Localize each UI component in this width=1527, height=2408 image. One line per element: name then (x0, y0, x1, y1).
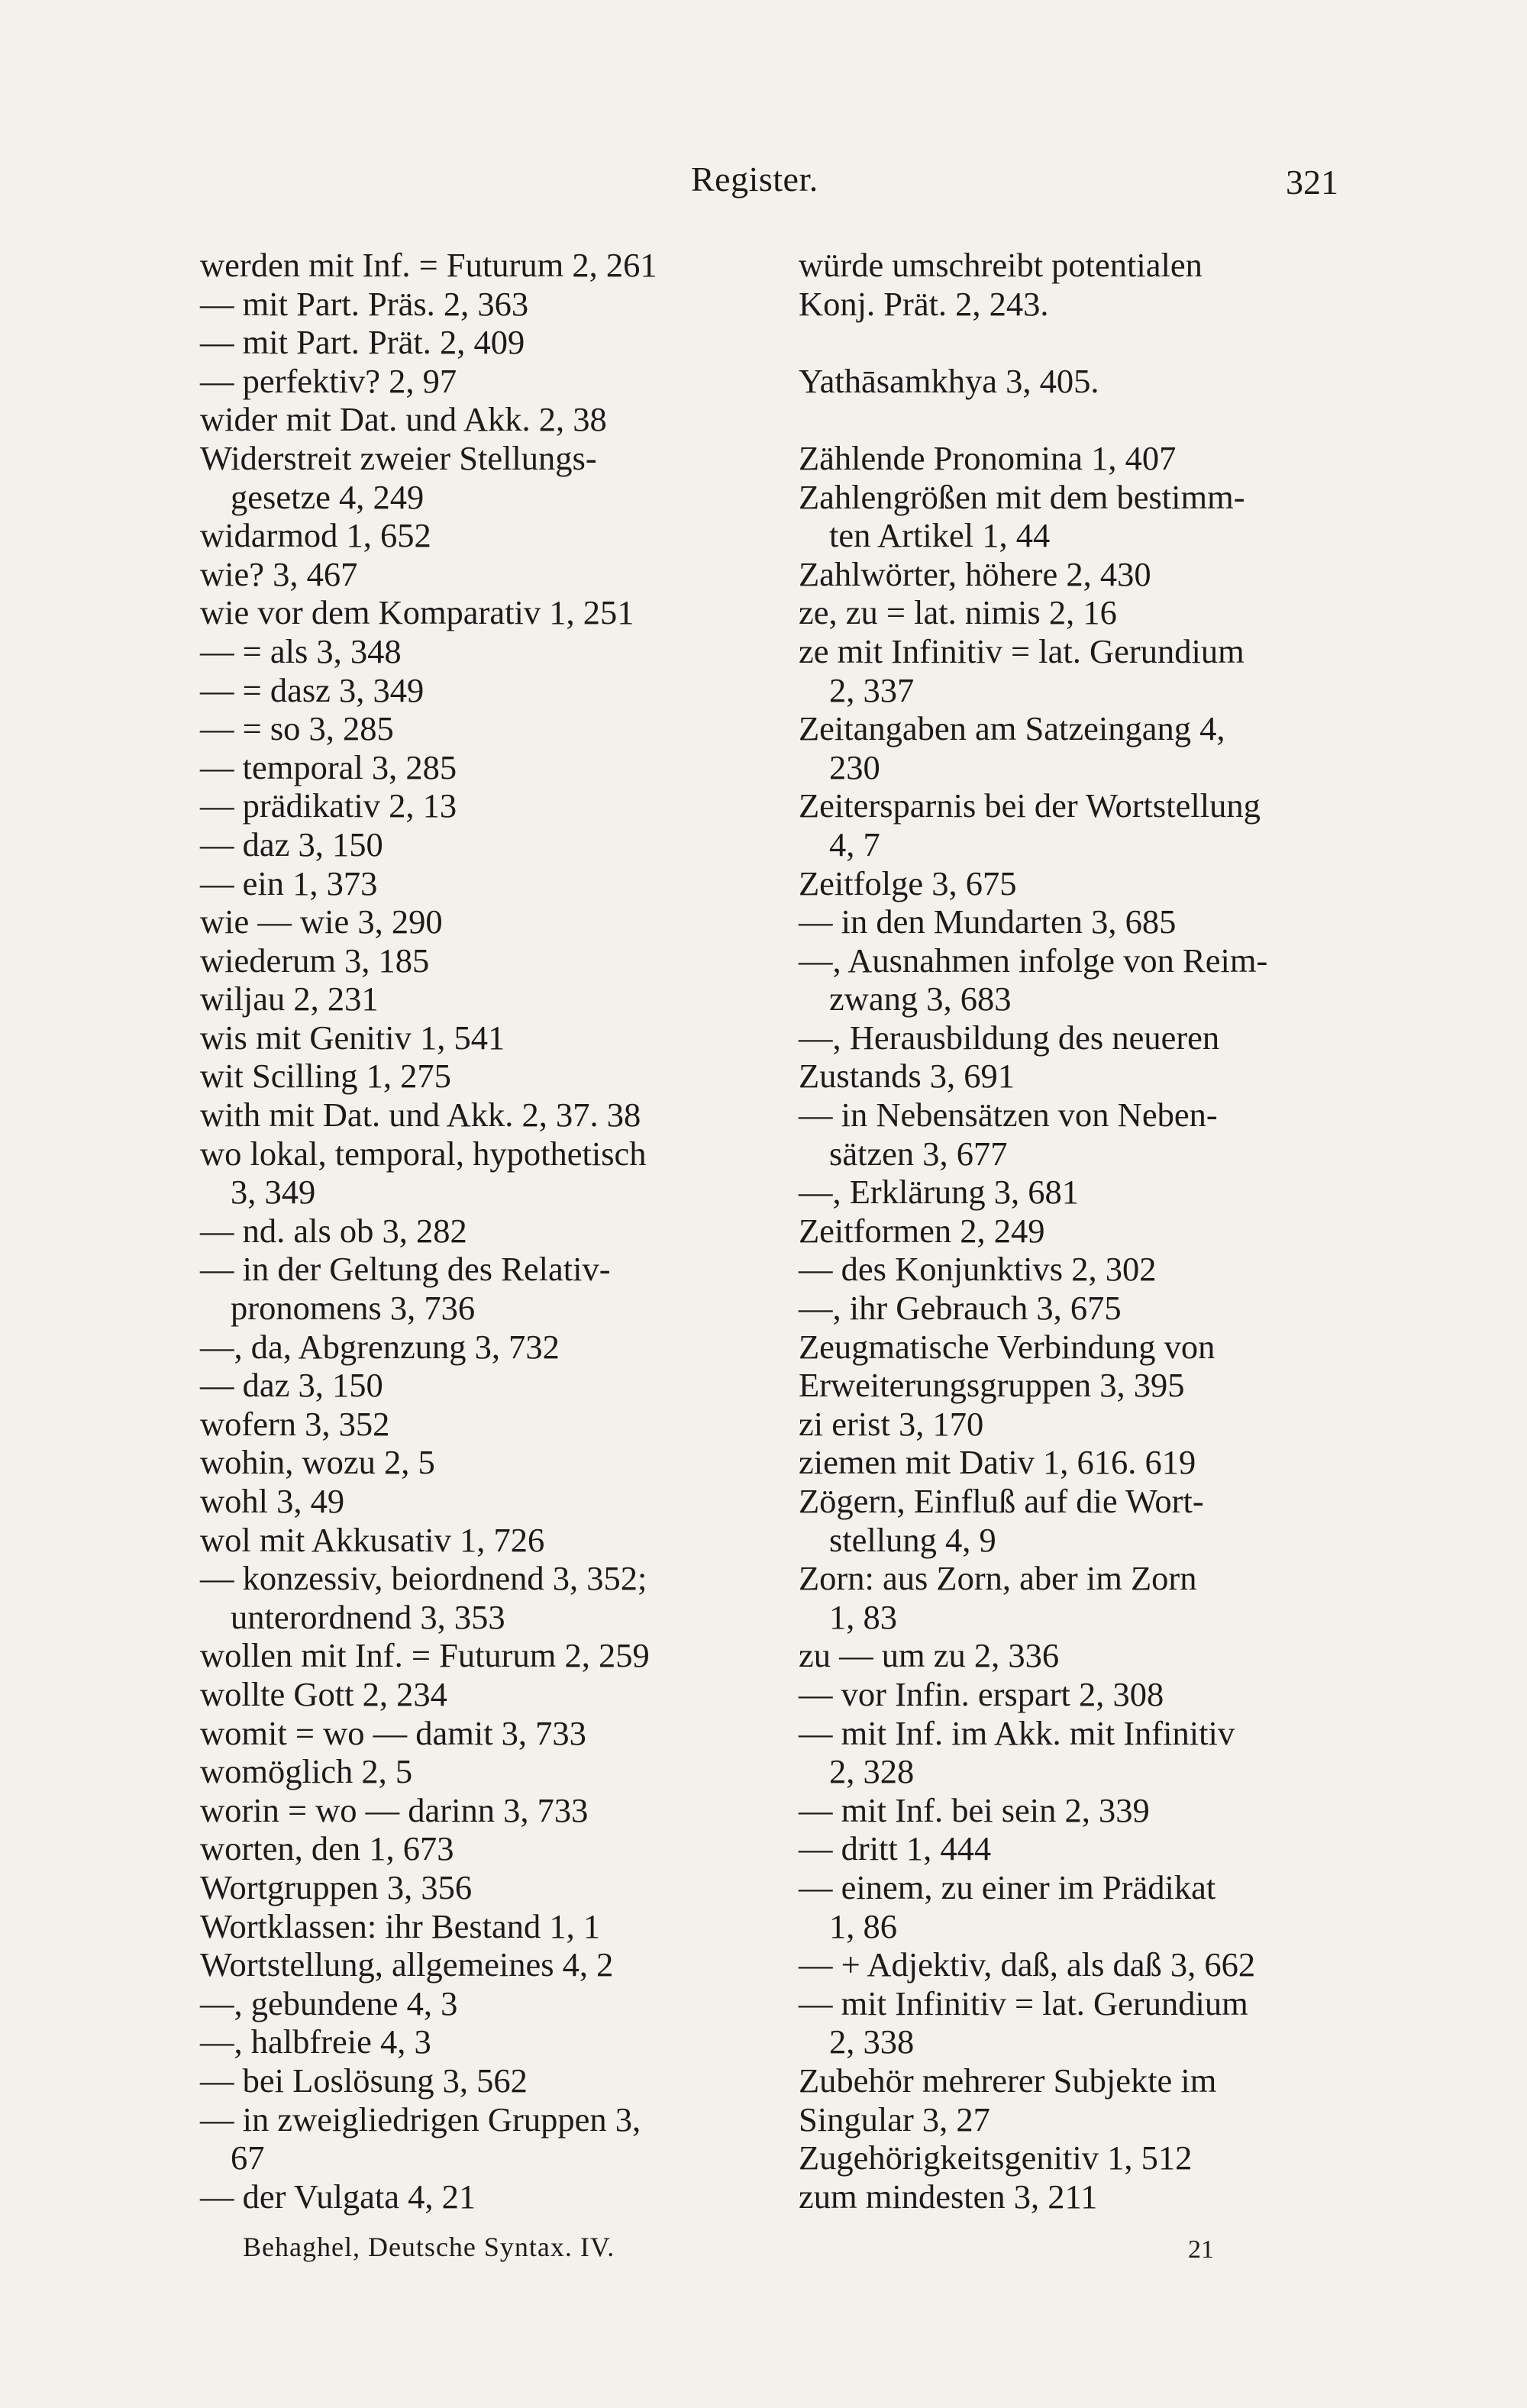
index-line: sätzen 3, 677 (829, 1134, 1008, 1173)
index-line: Konj. Prät. 2, 243. (799, 284, 1049, 323)
index-line: ten Artikel 1, 44 (829, 516, 1051, 555)
index-line: wollte Gott 2, 234 (200, 1674, 447, 1713)
index-line: —, Erklärung 3, 681 (799, 1173, 1080, 1212)
index-line: ziemen mit Dativ 1, 616. 619 (799, 1443, 1196, 1482)
index-line: — daz 3, 150 (200, 1366, 383, 1405)
index-line: wiederum 3, 185 (200, 941, 430, 980)
index-line: zu — um zu 2, 336 (799, 1636, 1060, 1675)
index-line: —, da, Abgrenzung 3, 732 (200, 1327, 560, 1366)
index-line: wiljau 2, 231 (200, 980, 379, 1018)
index-line: wis mit Genitiv 1, 541 (200, 1018, 505, 1057)
index-column-right (799, 246, 1348, 2216)
index-line: wofern 3, 352 (200, 1404, 390, 1443)
index-line: 4, 7 (829, 825, 880, 863)
index-line: gesetze 4, 249 (231, 477, 425, 516)
index-line: — in zweigliedrigen Gruppen 3, (200, 2100, 641, 2138)
index-line: — in der Geltung des Relativ- (200, 1250, 611, 1289)
index-line: — temporal 3, 285 (200, 747, 457, 786)
index-line: — prädikativ 2, 13 (200, 786, 457, 825)
index-line: — des Konjunktivs 2, 302 (799, 1250, 1157, 1289)
index-line: worin = wo — darinn 3, 733 (200, 1790, 589, 1829)
index-line: — = so 3, 285 (200, 709, 394, 748)
index-line: Zeitersparnis bei der Wortstellung (799, 786, 1261, 825)
index-line: —, Herausbildung des neueren (799, 1018, 1220, 1057)
index-line: — in den Mundarten 3, 685 (799, 902, 1177, 941)
index-line: — konzessiv, beiordnend 3, 352; (200, 1559, 647, 1598)
index-line: Zorn: aus Zorn, aber im Zorn (799, 1559, 1197, 1598)
index-line: stellung 4, 9 (829, 1520, 996, 1559)
index-line: Zeitformen 2, 249 (799, 1211, 1045, 1250)
index-line: Singular 3, 27 (799, 2100, 990, 2138)
index-line: 3, 349 (231, 1173, 316, 1212)
index-line: — mit Infinitiv = lat. Gerundium (799, 1984, 1248, 2022)
index-line: — dritt 1, 444 (799, 1829, 992, 1868)
index-line: 1, 83 (829, 1597, 897, 1636)
index-line: wit Scilling 1, 275 (200, 1057, 451, 1096)
index-line: zwang 3, 683 (829, 980, 1012, 1018)
index-line: — einem, zu einer im Prädikat (799, 1867, 1216, 1906)
running-head: Register. (691, 160, 818, 199)
index-line: ze mit Infinitiv = lat. Gerundium (799, 631, 1245, 670)
index-line: Zahlwörter, höhere 2, 430 (799, 554, 1151, 593)
index-line: zum mindesten 3, 211 (799, 2177, 1098, 2216)
index-line: widarmod 1, 652 (200, 516, 431, 555)
index-line: 230 (829, 747, 880, 786)
index-line: Zeitangaben am Satzeingang 4, (799, 709, 1225, 748)
index-line: wie — wie 3, 290 (200, 902, 443, 941)
index-line: Zeugmatische Verbindung von (799, 1327, 1215, 1366)
index-line: — mit Inf. bei sein 2, 339 (799, 1790, 1150, 1829)
index-line: Wortklassen: ihr Bestand 1, 1 (200, 1906, 601, 1945)
index-line: Zahlengrößen mit dem bestimm- (799, 477, 1245, 516)
index-line: Wortstellung, allgemeines 4, 2 (200, 1945, 614, 1984)
index-line: — + Adjektiv, daß, als daß 3, 662 (799, 1945, 1256, 1984)
index-line: Yathāsamkhya 3, 405. (799, 361, 1099, 400)
index-line: Zugehörigkeitsgenitiv 1, 512 (799, 2138, 1193, 2177)
index-line: Zögern, Einfluß auf die Wort- (799, 1482, 1204, 1520)
index-line: zi erist 3, 170 (799, 1404, 984, 1443)
index-line: 2, 328 (829, 1752, 915, 1791)
index-line (799, 323, 1348, 362)
index-line: Wortgruppen 3, 356 (200, 1867, 473, 1906)
index-line: — mit Part. Prät. 2, 409 (200, 323, 525, 362)
index-line: — mit Part. Präs. 2, 363 (200, 284, 529, 323)
index-line: —, gebundene 4, 3 (200, 1984, 458, 2022)
index-line: wie? 3, 467 (200, 554, 358, 593)
index-line: womöglich 2, 5 (200, 1752, 413, 1791)
index-line: —, Ausnahmen infolge von Reim- (799, 941, 1268, 980)
page-number: 321 (1286, 163, 1338, 202)
index-line: Zeitfolge 3, 675 (799, 863, 1017, 902)
index-line: — mit Inf. im Akk. mit Infinitiv (799, 1713, 1235, 1752)
index-line: 2, 337 (829, 670, 915, 709)
index-line: ze, zu = lat. nimis 2, 16 (799, 593, 1117, 632)
index-line: wohin, wozu 2, 5 (200, 1443, 435, 1482)
index-line: Zählende Pronomina 1, 407 (799, 438, 1177, 477)
index-line: wohl 3, 49 (200, 1482, 345, 1520)
index-line: worten, den 1, 673 (200, 1829, 454, 1868)
index-line: 1, 86 (829, 1906, 897, 1945)
index-line: — vor Infin. erspart 2, 308 (799, 1674, 1164, 1713)
index-line: with mit Dat. und Akk. 2, 37. 38 (200, 1096, 641, 1135)
index-line: womit = wo — damit 3, 733 (200, 1713, 586, 1752)
index-line: —, halbfreie 4, 3 (200, 2022, 431, 2061)
index-line: wider mit Dat. und Akk. 2, 38 (200, 400, 607, 439)
index-line: werden mit Inf. = Futurum 2, 261 (200, 246, 657, 284)
index-line: — = als 3, 348 (200, 631, 402, 670)
index-column-left (200, 246, 750, 2216)
index-line: — = dasz 3, 349 (200, 670, 425, 709)
index-line: wie vor dem Komparativ 1, 251 (200, 593, 634, 632)
index-line (799, 400, 1348, 439)
index-line: — in Nebensätzen von Neben- (799, 1096, 1218, 1135)
index-line: — daz 3, 150 (200, 825, 383, 863)
index-line: unterordnend 3, 353 (231, 1597, 505, 1636)
index-line: 2, 338 (829, 2022, 915, 2061)
index-line: — perfektiv? 2, 97 (200, 361, 457, 400)
index-line: 67 (231, 2138, 265, 2177)
index-line: Widerstreit zweier Stellungs- (200, 438, 597, 477)
index-line: pronomens 3, 736 (231, 1289, 476, 1328)
index-line: wollen mit Inf. = Futurum 2, 259 (200, 1636, 650, 1675)
index-line: — ein 1, 373 (200, 863, 378, 902)
index-line: wo lokal, temporal, hypothetisch (200, 1134, 647, 1173)
index-line: Zustands 3, 691 (799, 1057, 1015, 1096)
index-line: — bei Loslösung 3, 562 (200, 2061, 528, 2100)
signature-mark: 21 (1188, 2235, 1214, 2264)
signature-line: Behaghel, Deutsche Syntax. IV. (243, 2232, 615, 2262)
index-line: — der Vulgata 4, 21 (200, 2177, 476, 2216)
index-line: wol mit Akkusativ 1, 726 (200, 1520, 545, 1559)
index-line: würde umschreibt potentialen (799, 246, 1203, 284)
index-line: — nd. als ob 3, 282 (200, 1211, 467, 1250)
index-line: Zubehör mehrerer Subjekte im (799, 2061, 1217, 2100)
index-line: —, ihr Gebrauch 3, 675 (799, 1289, 1122, 1328)
index-line: Erweiterungsgruppen 3, 395 (799, 1366, 1185, 1405)
